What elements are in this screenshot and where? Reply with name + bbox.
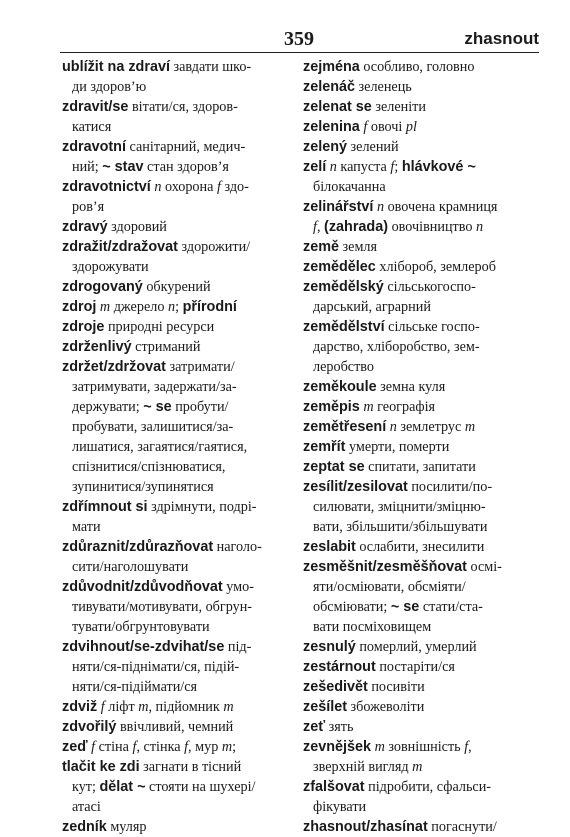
right-column <box>303 57 539 837</box>
translation-text: ліфт <box>104 699 139 715</box>
entry-line <box>62 697 298 717</box>
entry-continuation-line <box>303 357 539 377</box>
headword: zevnějšek <box>303 739 372 755</box>
translation-text: спитати, запитати <box>364 459 476 475</box>
translation-text: посилити/по- <box>407 479 493 495</box>
translation-text: ввічливий, чемний <box>116 719 234 735</box>
headword: zesměšnit/zesměšňovat <box>303 559 467 575</box>
entry-continuation-line <box>62 517 298 537</box>
entry-line <box>303 737 539 757</box>
headword: zdůvodnit/zdůvodňovat <box>62 579 223 595</box>
headword: zeď <box>62 739 88 755</box>
translation-text: здорожити/ <box>177 239 251 255</box>
entry-line <box>62 177 298 197</box>
translation-text: хлібороб, землероб <box>375 259 496 275</box>
headword: zdrženlivý <box>62 339 132 355</box>
translation-text: стан здоров’я <box>143 159 229 175</box>
translation-text: сити/наголошувати <box>72 559 189 575</box>
headword: zeměpis <box>303 399 360 415</box>
translation-text: тувати/обгрунтовувати <box>72 619 210 635</box>
translation-text: постаріти/ся <box>375 659 455 675</box>
translation-text: сільське госпо- <box>384 319 480 335</box>
entry-continuation-line <box>303 517 539 537</box>
grammar-label: f <box>313 219 317 235</box>
headword: zdravit/se <box>62 99 129 115</box>
translation-text: вати посміховищем <box>313 619 432 635</box>
grammar-label: f <box>91 739 96 755</box>
headword: zdrogovaný <box>62 279 143 295</box>
translation-text: здо- <box>220 179 249 195</box>
translation-text: ; <box>175 299 183 315</box>
translation-text: здрімнути, подрі- <box>147 499 257 515</box>
translation-text: земля <box>339 239 378 255</box>
grammar-label: m <box>223 699 234 715</box>
headword: zdravotnictví <box>62 179 151 195</box>
translation-text: дарський, аграрний <box>313 299 431 315</box>
headword: zdvihnout/se-zdvihat/se <box>62 639 225 655</box>
translation-text: зупинитися/зупинятися <box>72 479 214 495</box>
grammar-label: m <box>99 299 111 315</box>
translation-text: під- <box>224 639 252 655</box>
entry-line <box>303 817 539 837</box>
entry-line <box>303 417 539 437</box>
translation-text: овочівництво <box>388 219 476 235</box>
translation-text: затримати/ <box>165 359 235 375</box>
headword: zhasnout/zhasínat <box>303 819 428 835</box>
entry-line <box>303 657 539 677</box>
entry-continuation-line <box>303 497 539 517</box>
translation-text: стриманий <box>131 339 201 355</box>
translation-text: зелений <box>347 139 399 155</box>
headword: zeslabit <box>303 539 356 555</box>
entry-continuation-line <box>303 297 539 317</box>
entry-continuation-line <box>62 597 298 617</box>
headword: zelenina <box>303 119 360 135</box>
translation-text: збожеволіти <box>347 699 425 715</box>
entry-line <box>62 337 298 357</box>
translation-text: фікувати <box>313 799 367 815</box>
translation-text: , <box>468 739 472 755</box>
translation-text: зверхній вигляд <box>313 759 413 775</box>
headword: zemědělský <box>303 279 384 295</box>
grammar-label: n <box>476 219 484 235</box>
entry-continuation-line <box>62 657 298 677</box>
translation-text: ; <box>232 739 237 755</box>
entry-continuation-line <box>303 597 539 617</box>
grammar-label: m <box>464 419 476 435</box>
running-head: zhasnout <box>464 29 539 48</box>
entry-line <box>62 237 298 257</box>
headword: tlačit ke zdi <box>62 759 140 775</box>
grammar-label: m <box>412 759 423 775</box>
grammar-label: f <box>363 119 368 135</box>
entry-continuation-line <box>303 797 539 817</box>
grammar-label: f <box>132 739 137 755</box>
translation-text: яти/осміювати, обсміяти/ <box>313 579 466 595</box>
translation-text: , стінка <box>136 739 185 755</box>
entry-line <box>303 117 539 137</box>
translation-text: посивіти <box>367 679 425 695</box>
entry-line <box>303 97 539 117</box>
translation-text: тивувати/мотивувати, обгрун- <box>72 599 253 615</box>
translation-text: географія <box>373 399 436 415</box>
grammar-label: m <box>138 699 149 715</box>
entry-continuation-line <box>303 577 539 597</box>
headword: zelený <box>303 139 347 155</box>
translation-text: , <box>316 219 325 235</box>
translation-text: наголо- <box>213 539 262 555</box>
translation-text: пробувати, залишитися/за- <box>72 419 234 435</box>
grammar-label: f <box>216 179 221 195</box>
entry-line <box>303 457 539 477</box>
entry-continuation-line <box>62 797 298 817</box>
entry-line <box>62 637 298 657</box>
translation-text: вати, збільшити/збільшувати <box>313 519 488 535</box>
translation-text: спізнитися/спізнюватися, <box>72 459 226 475</box>
entry-line <box>62 757 298 777</box>
entry-continuation-line <box>62 377 298 397</box>
translation-text: обкурений <box>142 279 211 295</box>
entry-continuation-line <box>303 337 539 357</box>
header-rule <box>60 52 539 53</box>
grammar-label: n <box>329 159 337 175</box>
translation-text: санітарний, медич- <box>125 139 246 155</box>
entry-line <box>303 197 539 217</box>
entry-line <box>62 817 298 837</box>
entry-line <box>62 97 298 117</box>
entry-line <box>62 317 298 337</box>
entry-line <box>303 317 539 337</box>
headword: zejména <box>303 59 360 75</box>
headword: zešílet <box>303 699 347 715</box>
entry-line <box>62 57 298 77</box>
translation-text: кут; <box>72 779 100 795</box>
entry-line <box>62 297 298 317</box>
headword: zemědělec <box>303 259 376 275</box>
entry-line <box>303 157 539 177</box>
headword: zdravotní <box>62 139 126 155</box>
translation-text: підробити, сфальси- <box>364 779 492 795</box>
translation-text: природні ресурси <box>104 319 215 335</box>
translation-text: ослабити, знесилити <box>355 539 485 555</box>
headword: zemřít <box>303 439 346 455</box>
headword: zesílit/zesilovat <box>303 479 408 495</box>
entry-continuation-line <box>62 397 298 417</box>
entry-continuation-line <box>62 557 298 577</box>
entry-continuation-line <box>62 157 298 177</box>
entry-continuation-line <box>62 417 298 437</box>
headword: zdůraznit/zdůrazňovat <box>62 539 214 555</box>
headword: zdravý <box>62 219 108 235</box>
translation-text: затримувати, задержати/за- <box>72 379 237 395</box>
headword: zdroje <box>62 319 105 335</box>
entry-continuation-line <box>62 477 298 497</box>
entry-line <box>62 717 298 737</box>
entry-line <box>303 557 539 577</box>
entry-line <box>62 217 298 237</box>
entry-line <box>303 57 539 77</box>
headword: zelinářství <box>303 199 374 215</box>
translation-text: овочена крамниця <box>384 199 498 215</box>
headword: ~ se <box>390 599 420 615</box>
headword: zdřímnout si <box>62 499 148 515</box>
entry-continuation-line <box>62 617 298 637</box>
translation-text: леробство <box>313 359 374 375</box>
grammar-label: pl <box>405 119 417 135</box>
entry-line <box>62 737 298 757</box>
translation-text: няти/ся-підіймати/ся <box>72 679 198 695</box>
translation-text: землетрус <box>396 419 465 435</box>
headword: zdržet/zdržovat <box>62 359 166 375</box>
entry-continuation-line <box>303 177 539 197</box>
translation-text: померлий, умерлий <box>355 639 477 655</box>
grammar-label: f <box>390 159 395 175</box>
entry-continuation-line <box>62 457 298 477</box>
translation-text: умо- <box>222 579 254 595</box>
headword: zemětřesení <box>303 419 387 435</box>
translation-text: ди здоров’ю <box>72 79 147 95</box>
translation-text: осмі- <box>466 559 502 575</box>
entry-line <box>62 497 298 517</box>
entry-continuation-line <box>62 197 298 217</box>
entry-line <box>62 577 298 597</box>
translation-text: ; <box>394 159 402 175</box>
grammar-label: m <box>374 739 385 755</box>
translation-text: земна куля <box>376 379 446 395</box>
headword: zeměkoule <box>303 379 377 395</box>
entry-line <box>303 257 539 277</box>
entry-line <box>303 777 539 797</box>
headword: zelí <box>303 159 327 175</box>
headword: dělat ~ <box>99 779 146 795</box>
entry-line <box>303 677 539 697</box>
translation-text: ний; <box>72 159 103 175</box>
headword: zešedivět <box>303 679 368 695</box>
entry-line <box>303 277 539 297</box>
entry-line <box>62 137 298 157</box>
entry-line <box>303 717 539 737</box>
headword: ublížit na zdraví <box>62 59 170 75</box>
page-number: 359 <box>284 28 314 50</box>
entry-continuation-line <box>62 77 298 97</box>
translation-text: зовнішність <box>384 739 465 755</box>
entry-line <box>303 397 539 417</box>
headword: zdvořilý <box>62 719 117 735</box>
translation-text: муляр <box>106 819 147 835</box>
translation-text: катися <box>72 119 112 135</box>
entry-line <box>303 137 539 157</box>
headword: zdviž <box>62 699 98 715</box>
entry-continuation-line <box>303 217 539 237</box>
translation-text: , підйомник <box>148 699 224 715</box>
entry-continuation-line <box>62 777 298 797</box>
entry-continuation-line <box>62 677 298 697</box>
translation-text: дарство, хліборобство, зем- <box>313 339 480 355</box>
headword: zestárnout <box>303 659 376 675</box>
translation-text: зеленець <box>355 79 412 95</box>
translation-text: ров’я <box>72 199 105 215</box>
translation-text: зять <box>325 719 354 735</box>
translation-text: стіна <box>95 739 133 755</box>
translation-text: сільськогоспо- <box>383 279 476 295</box>
entry-continuation-line <box>62 117 298 137</box>
translation-text: джерело <box>110 299 168 315</box>
entry-line <box>62 537 298 557</box>
headword: zelenat se <box>303 99 372 115</box>
translation-text: силювати, зміцнити/зміцню- <box>313 499 486 515</box>
grammar-label: n <box>154 179 162 195</box>
translation-text: держувати; <box>72 399 144 415</box>
translation-text: лишатися, загаятися/гаятися, <box>72 439 248 455</box>
headword: ~ stav <box>102 159 144 175</box>
translation-text: здорожувати <box>72 259 149 275</box>
entry-continuation-line <box>303 757 539 777</box>
translation-text: умерти, померти <box>345 439 450 455</box>
translation-text: атасі <box>72 799 101 815</box>
translation-text: погаснути/ <box>427 819 497 835</box>
left-column <box>62 57 298 837</box>
grammar-label: f <box>464 739 469 755</box>
grammar-label: f <box>184 739 189 755</box>
translation-text: вітати/ся, здоров- <box>128 99 238 115</box>
translation-text: няти/ся-піднімати/ся, підій- <box>72 659 240 675</box>
entry-line <box>303 637 539 657</box>
translation-text: загнати в тісний <box>139 759 242 775</box>
translation-text: зеленіти <box>371 99 426 115</box>
entry-line <box>303 697 539 717</box>
translation-text: , мур <box>188 739 222 755</box>
entry-line <box>62 277 298 297</box>
entry-line <box>303 377 539 397</box>
grammar-label: n <box>389 419 397 435</box>
translation-text: здоровий <box>107 219 167 235</box>
headword: zfalšovat <box>303 779 365 795</box>
grammar-label: f <box>100 699 105 715</box>
translation-text: охорона <box>161 179 217 195</box>
entry-continuation-line <box>303 617 539 637</box>
headword: hlávkové ~ <box>401 159 476 175</box>
entry-line <box>303 77 539 97</box>
headword: zdroj <box>62 299 97 315</box>
entry-line <box>303 237 539 257</box>
translation-text: стати/ста- <box>419 599 483 615</box>
headword: zemědělství <box>303 319 385 335</box>
entry-line <box>303 437 539 457</box>
entry-continuation-line <box>62 257 298 277</box>
translation-text: обсміювати; <box>313 599 391 615</box>
headword: zdražit/zdražovat <box>62 239 178 255</box>
headword: zeptat se <box>303 459 365 475</box>
translation-text: білокачанна <box>313 179 386 195</box>
entry-continuation-line <box>62 437 298 457</box>
grammar-label: m <box>221 739 233 755</box>
entry-line <box>303 537 539 557</box>
headword: zeť <box>303 719 326 735</box>
headword: (zahrada) <box>324 219 389 235</box>
translation-text: овочі <box>367 119 406 135</box>
entry-line <box>303 477 539 497</box>
grammar-label: m <box>363 399 374 415</box>
headword: zesnulý <box>303 639 356 655</box>
translation-text: пробути/ <box>171 399 229 415</box>
grammar-label: n <box>167 299 176 315</box>
entry-line <box>62 357 298 377</box>
grammar-label: n <box>376 199 385 215</box>
headword: zelenáč <box>303 79 355 95</box>
translation-text: капуста <box>336 159 391 175</box>
headword: země <box>303 239 339 255</box>
headword: ~ se <box>143 399 172 415</box>
translation-text: завдати шко- <box>169 59 252 75</box>
translation-text: особливо, головно <box>359 59 475 75</box>
headword: přírodní <box>182 299 237 315</box>
headword: zedník <box>62 819 107 835</box>
translation-text: мати <box>72 519 101 535</box>
translation-text: стояти на шухері/ <box>145 779 256 795</box>
